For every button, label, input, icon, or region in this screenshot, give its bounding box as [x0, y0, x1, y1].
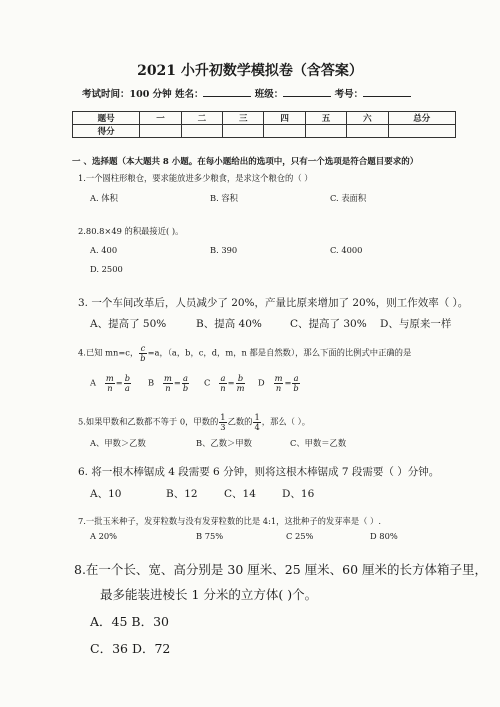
- q2-option-d[interactable]: D. 2500: [90, 264, 123, 274]
- q4-option-b[interactable]: B $\frac{m}{n}$ = $\frac{a}{b}$: [148, 373, 189, 393]
- header-cell: 总分: [388, 112, 455, 125]
- header-cell: 四: [264, 112, 305, 125]
- section-heading: 一 、选择题（本大题共 8 小题。在每小题给出的选项中，只有一个选项是符合题目要求的）: [72, 157, 419, 167]
- question-4: [78, 344, 411, 362]
- question-2: 2.80.8×49 的积最接近( )。: [78, 226, 184, 236]
- q5-option-a[interactable]: A、甲数＞乙数: [90, 438, 146, 448]
- score-cell[interactable]: [223, 125, 264, 138]
- header-cell: 六: [347, 112, 388, 125]
- class-blank[interactable]: [283, 87, 331, 97]
- header-cell: 二: [181, 112, 222, 125]
- score-row-label: 得分: [73, 125, 140, 138]
- q3-option-b[interactable]: B、提高 40%: [196, 318, 262, 330]
- q4-option-d[interactable]: D $\frac{m}{n}$ = $\frac{a}{b}$: [258, 373, 299, 393]
- question-5: 5.如果甲数和乙数都不等于 0，甲数的 $\frac{1}{3}$ 乙数的 $\frac{1}{4}$ ，那么（ ）。: [78, 412, 311, 432]
- q3-option-d[interactable]: D、与原来一样: [380, 318, 452, 330]
- q5-option-b[interactable]: B、乙数＞甲数: [196, 438, 252, 448]
- name-blank[interactable]: [203, 87, 251, 97]
- score-table-score-row: [73, 125, 456, 138]
- q4-post: =a，（a，b，c，d，m，n 都是自然数），那么下面的比例式中正确的是: [147, 347, 412, 358]
- score-table: [72, 111, 456, 138]
- q4-fraction: $\frac{c}{b}$: [140, 343, 146, 363]
- score-cell[interactable]: [347, 125, 388, 138]
- q1-option-b[interactable]: B. 容积: [210, 193, 238, 203]
- q7-option-a[interactable]: A 20%: [90, 531, 118, 541]
- q6-option-d[interactable]: D、16: [282, 488, 315, 500]
- q6-option-b[interactable]: B、12: [166, 488, 198, 500]
- score-cell[interactable]: [388, 125, 455, 138]
- question-6: 6. 将一根木棒锯成 4 段需要 6 分钟，则将这根木棒锯成 7 段需要（ ）分钟。: [78, 466, 440, 478]
- q2-option-b[interactable]: B. 390: [210, 245, 238, 255]
- page-title: 2021 小升初数学模拟卷（含答案）: [137, 63, 363, 79]
- q8-options-cd[interactable]: C．36 D．72: [90, 641, 171, 656]
- q7-option-d[interactable]: D 80%: [370, 531, 398, 541]
- q4-pre: 4.已知 mn=c，: [78, 347, 139, 358]
- question-8-line-2: 最多能装进棱长 1 分米的立方体( )个。: [100, 587, 318, 602]
- exam-info-line: [82, 86, 411, 100]
- header-cell: 三: [223, 112, 264, 125]
- score-table-header-row: [73, 112, 456, 125]
- q4-option-a[interactable]: A $\frac{m}{n}$ = $\frac{b}{a}$: [90, 373, 131, 393]
- name-label: 姓名：: [174, 89, 204, 100]
- header-cell: 五: [305, 112, 346, 125]
- q3-option-a[interactable]: A、提高了 50%: [90, 318, 167, 330]
- q1-option-a[interactable]: A. 体积: [90, 193, 118, 203]
- exam-time-label: 考试时间：100 分钟: [82, 89, 172, 100]
- score-cell[interactable]: [305, 125, 346, 138]
- q1-option-c[interactable]: C. 表面积: [330, 193, 367, 203]
- question-3: 3. 一个车间改革后，人员减少了 20%，产量比原来增加了 20%，则工作效率（ ）。: [78, 297, 469, 309]
- score-cell[interactable]: [264, 125, 305, 138]
- exam-number-blank[interactable]: [363, 87, 411, 97]
- q6-option-c[interactable]: C、14: [224, 488, 256, 500]
- score-cell[interactable]: [181, 125, 222, 138]
- question-1: 1.一个圆柱形粮仓，要求能放进多少粮食，是求这个粮仓的（ ）: [78, 173, 313, 183]
- class-label: 班级：: [254, 89, 284, 100]
- q2-option-c[interactable]: C. 4000: [330, 245, 363, 255]
- q8-options-ab[interactable]: A．45 B．30: [90, 614, 169, 629]
- q3-option-c[interactable]: C、提高了 30%: [290, 318, 367, 330]
- q4-option-c[interactable]: C $\frac{a}{n}$ = $\frac{b}{m}$: [204, 373, 245, 393]
- score-cell[interactable]: [140, 125, 181, 138]
- q7-option-b[interactable]: B 75%: [196, 531, 224, 541]
- header-cell: 一: [140, 112, 181, 125]
- exam-number-label: 考号：: [334, 89, 364, 100]
- q2-option-a[interactable]: A. 400: [90, 245, 118, 255]
- q6-option-a[interactable]: A、10: [90, 488, 122, 500]
- q5-option-c[interactable]: C、甲数＝乙数: [290, 438, 347, 448]
- header-cell: 题号: [73, 112, 140, 125]
- question-8-line-1: 8.在一个长、宽、高分别是 30 厘米、25 厘米、60 厘米的长方体箱子里，: [74, 562, 488, 577]
- question-7: 7.一批玉米种子，发芽粒数与没有发芽粒数的比是 4:1，这批种子的发芽率是（ ）.: [78, 516, 381, 526]
- q7-option-c[interactable]: C 25%: [286, 531, 314, 541]
